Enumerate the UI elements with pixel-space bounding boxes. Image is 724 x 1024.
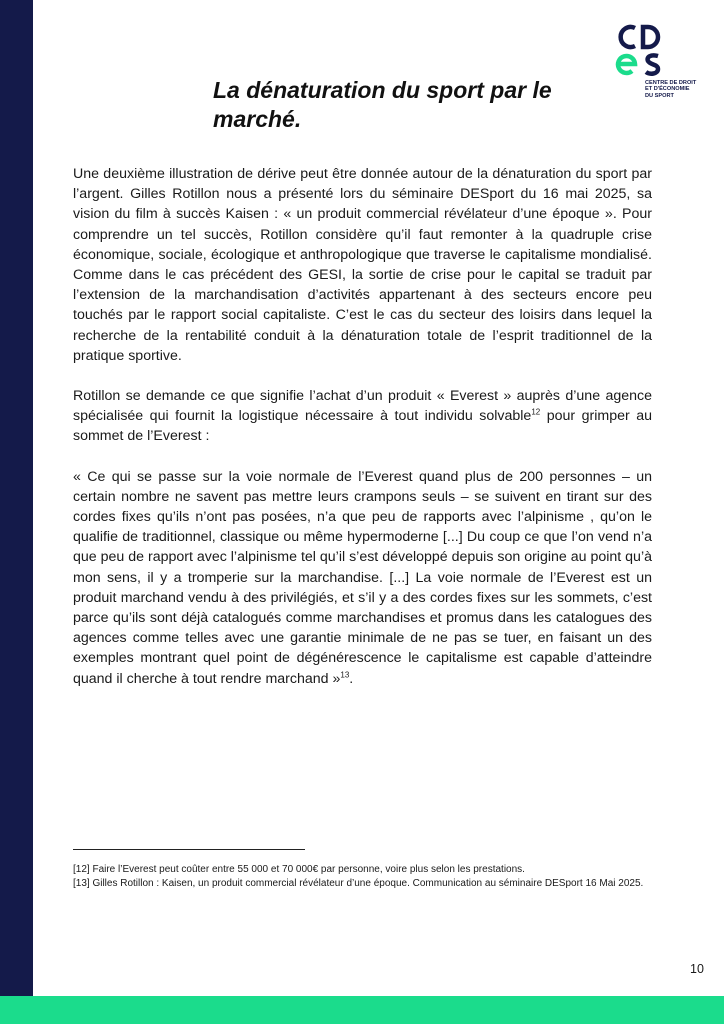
- paragraph-2: [73, 386, 652, 447]
- paragraph-3-quote: [73, 467, 652, 689]
- footnote-13: [13] Gilles Rotillon : Kaisen, un produit commercial révélateur d’une époque. Communication au séminaire DESport 16 Mai 2025.: [73, 878, 644, 889]
- paragraph-2-text-end: pour grimper au sommet de l’Everest :: [73, 408, 652, 445]
- footnote-ref-12[interactable]: 12: [531, 407, 541, 417]
- page-number: 10: [690, 962, 704, 976]
- body-text: [73, 164, 652, 709]
- footnote-12: [12] Faire l’Everest peut coûter entre 55 000 et 70 000€ par personne, voire plus selon les prestations.: [73, 864, 525, 875]
- paragraph-3-text: « Ce qui se passe sur la voie normale de l’Everest quand plus de 200 personnes – un certain nombre ne savent pas mettre leurs crampons seuls – se suivent en tirant sur des cordes fixes qu’ils n’ont pas posées, n’a que peu de rapports avec l’alpinisme , qu’on le qualifie de traditionnel, classique ou même hypermoderne [...] Du coup ce que l’on vend n’a que peu de rapport avec l’alpinisme tel qu’il s’est développé depuis son origine au point qu’à mon sens, il y a tromperie sur la marchandise. [...] La voie normale de l’Everest est un produit marchand vendu à des privilégiés, et s’il y a des cordes fixes sur les sommets, c’est parce qu’ils sont déjà catalogués comme marchandises et promus dans les catalogues des agences comme telles avec une garantie minimale de ne pas se tuer, en faisant un des exemples montrant quel point de dégénérescence le capitalisme est capable d’atteindre quand il cherche à tout rendre marchand »: [73, 468, 652, 687]
- footnote-ref-13[interactable]: 13: [340, 669, 350, 679]
- cdes-logo-mark-icon: [615, 24, 675, 80]
- left-decorative-band: [0, 0, 33, 1024]
- cdes-logo: [615, 24, 711, 104]
- footnotes: [73, 863, 653, 891]
- bottom-decorative-band: [0, 996, 724, 1024]
- logo-subtitle: [645, 80, 715, 99]
- footnote-divider: [73, 849, 305, 850]
- page-title: La dénaturation du sport par le marché.: [213, 77, 552, 132]
- logo-subtitle-line3: DU SPORT: [645, 92, 674, 99]
- paragraph-3-text-end: .: [349, 670, 354, 687]
- logo-subtitle-line1: CENTRE DE DROIT: [645, 80, 697, 86]
- paragraph-2-text: Rotillon se demande ce que signifie l’achat d’un produit « Everest » auprès d’une agence spécialisée qui fournit la logistique nécessaire à tout individu solvable: [73, 388, 652, 425]
- paragraph-1: Une deuxième illustration de dérive peut être donnée autour de la dénaturation du sport par l’argent. Gilles Rotillon nous a présenté lors du séminaire DESport du 16 mai 2025, sa vision du film à succès Kaisen : « un produit commercial révélateur d’une époque ». Pour comprendre un tel succès, Rotillon considère qu’il faut remonter à la quadruple crise économique, sociale, écologique et anthropologique que traverse le capitalisme mondialisé. Comme dans le cas précédent des GESI, la sortie de crise pour le capital se traduit par l’extension de la marchandisation d’activités appartenant à des secteurs encore peu touchés par le rapport social capitaliste. C’est le cas du secteur des loisirs dans lequel la recherche de la rentabilité conduit à la dénaturation totale de l’esprit traditionnel de la pratique sportive.: [73, 166, 652, 364]
- logo-subtitle-line2: ET D'ÉCONOMIE: [645, 86, 690, 93]
